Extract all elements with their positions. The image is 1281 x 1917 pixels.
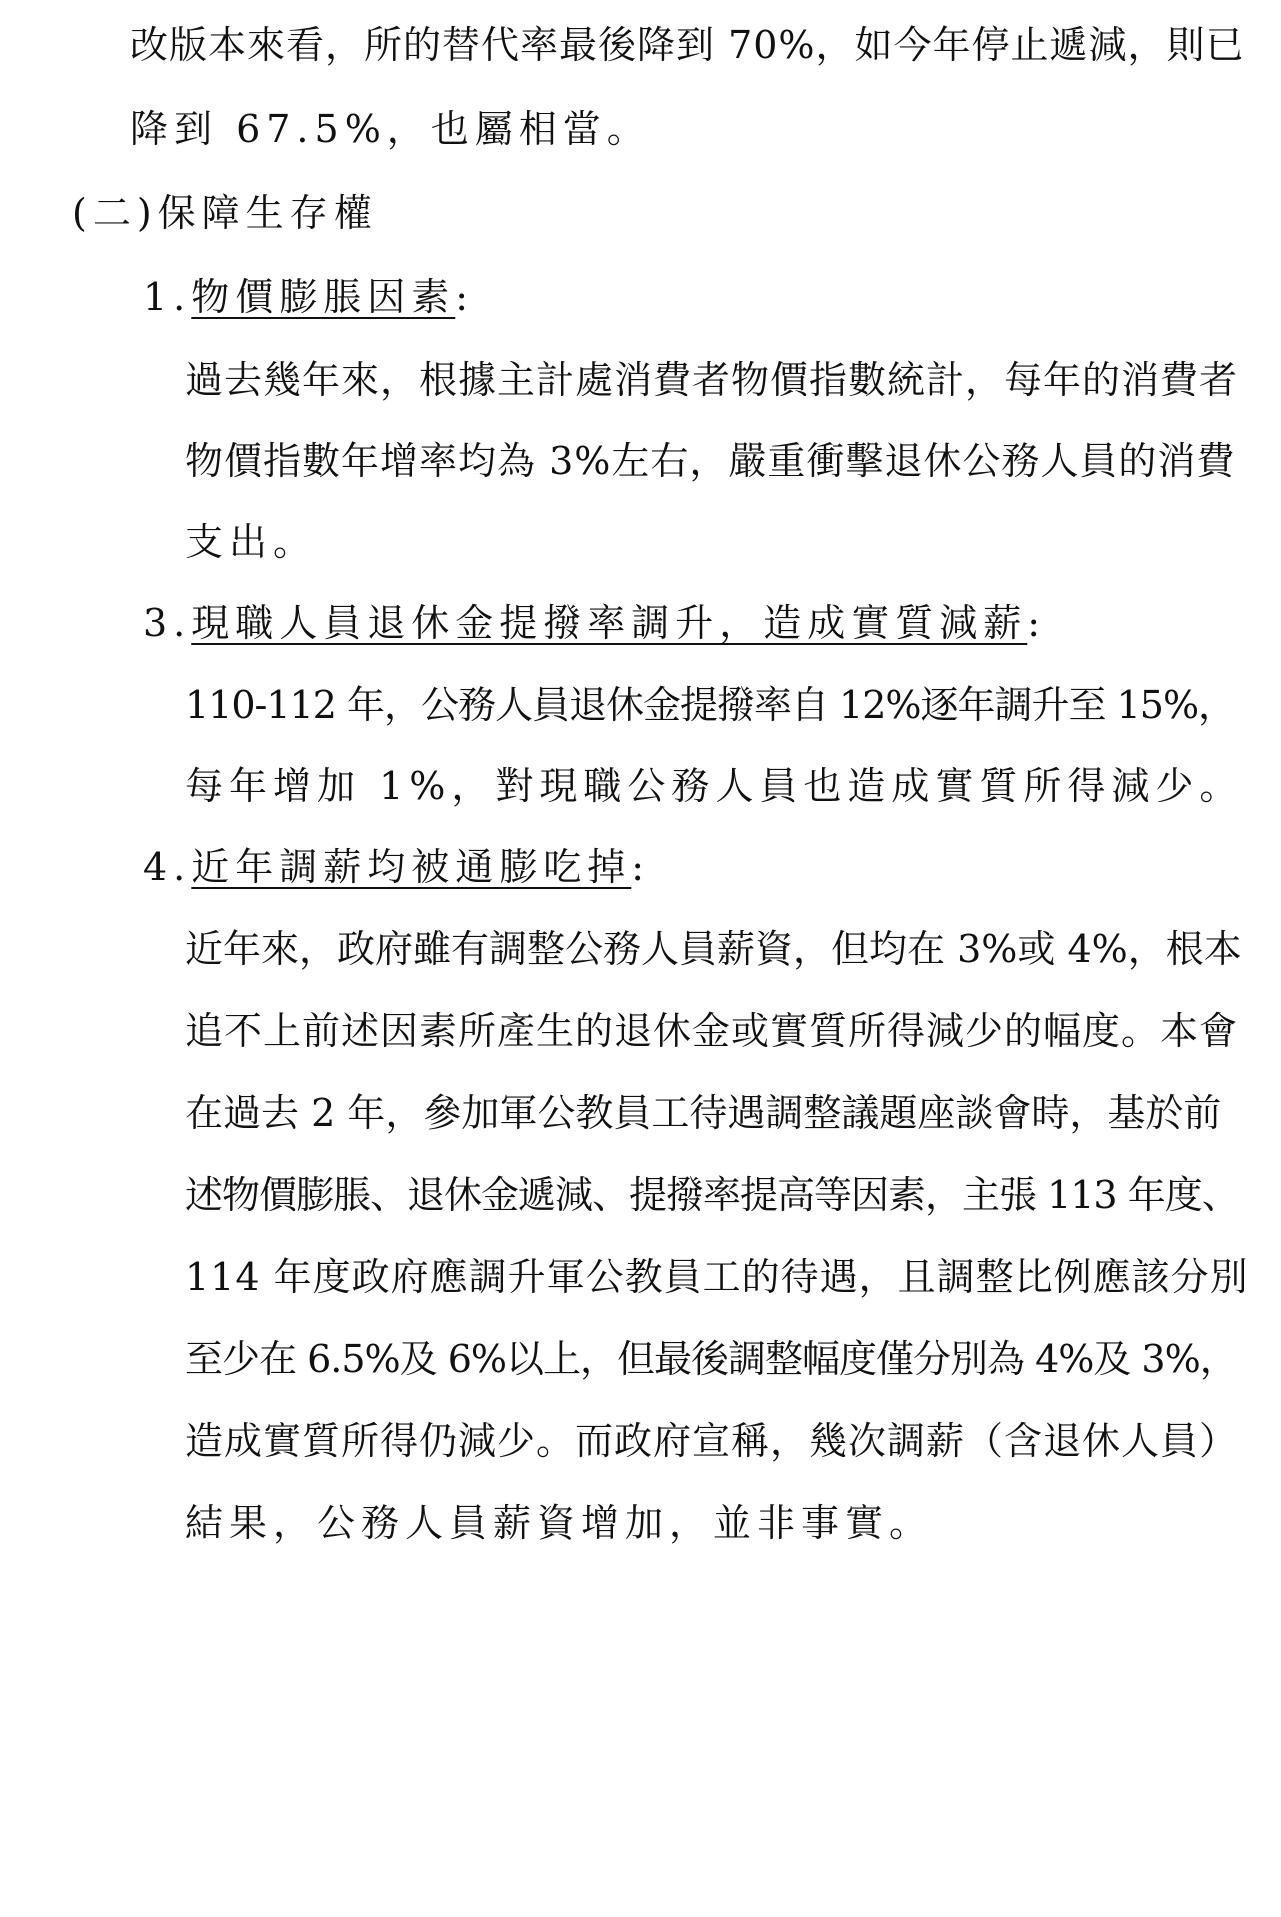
- item-title: 近年調薪均被通膨吃掉: [191, 845, 632, 889]
- item-body-line: 每年增加 1%，對現職公務人員也造成實質所得減少。: [185, 764, 1244, 808]
- item-heading: [143, 600, 1046, 646]
- item-body-line: 近年來，政府雖有調整公務人員薪資，但均在 3%或 4%，根本: [185, 927, 1242, 971]
- item-body-line: 追不上前述因素所產生的退休金或實質所得減少的幅度。本會: [185, 1009, 1239, 1053]
- item-body-line: 114 年度政府應調升軍公教員工的待遇，且調整比例應該分別: [185, 1255, 1249, 1299]
- item-suffix: :: [631, 845, 651, 889]
- item-body-line: 述物價膨脹、退休金遞減、提撥率提高等因素，主張 113 年度、: [185, 1173, 1239, 1217]
- item-heading: [143, 844, 650, 890]
- item-number: 4.: [143, 845, 192, 889]
- item-body-line: 過去幾年來，根據主計處消費者物價指數統計，每年的消費者: [185, 358, 1239, 402]
- item-number: 3.: [143, 601, 192, 645]
- paragraph-line: 改版本來看，所的替代率最後降到 70%，如今年停止遞減，則已: [130, 23, 1245, 67]
- item-title: 現職人員退休金提撥率調升，造成實質減薪: [191, 601, 1028, 645]
- item-number: 1.: [143, 275, 192, 319]
- item-body-line: 支出。: [185, 520, 318, 564]
- item-body-line: 造成實質所得仍減少。而政府宣稱，幾次調薪（含退休人員）: [185, 1419, 1239, 1463]
- item-suffix: :: [1027, 601, 1047, 645]
- item-heading: [143, 274, 474, 320]
- item-body-line: 至少在 6.5%及 6%以上，但最後調整幅度僅分別為 4%及 3%，: [185, 1337, 1237, 1381]
- item-body-line: 在過去 2 年，參加軍公教員工待遇調整議題座談會時，基於前: [185, 1091, 1222, 1135]
- item-title: 物價膨脹因素: [191, 275, 456, 319]
- item-body-line: 結果，公務人員薪資增加，並非事實。: [185, 1501, 934, 1545]
- item-body-line: 110-112 年，公務人員退休金提撥率自 12%逐年調升至 15%，: [185, 683, 1236, 727]
- section-heading: (二)保障生存權: [72, 191, 378, 235]
- item-body-line: 物價指數年增率均為 3%左右，嚴重衝擊退休公務人員的消費: [185, 439, 1236, 483]
- paragraph-line: 降到 67.5%，也屬相當。: [130, 107, 651, 151]
- item-suffix: :: [455, 275, 475, 319]
